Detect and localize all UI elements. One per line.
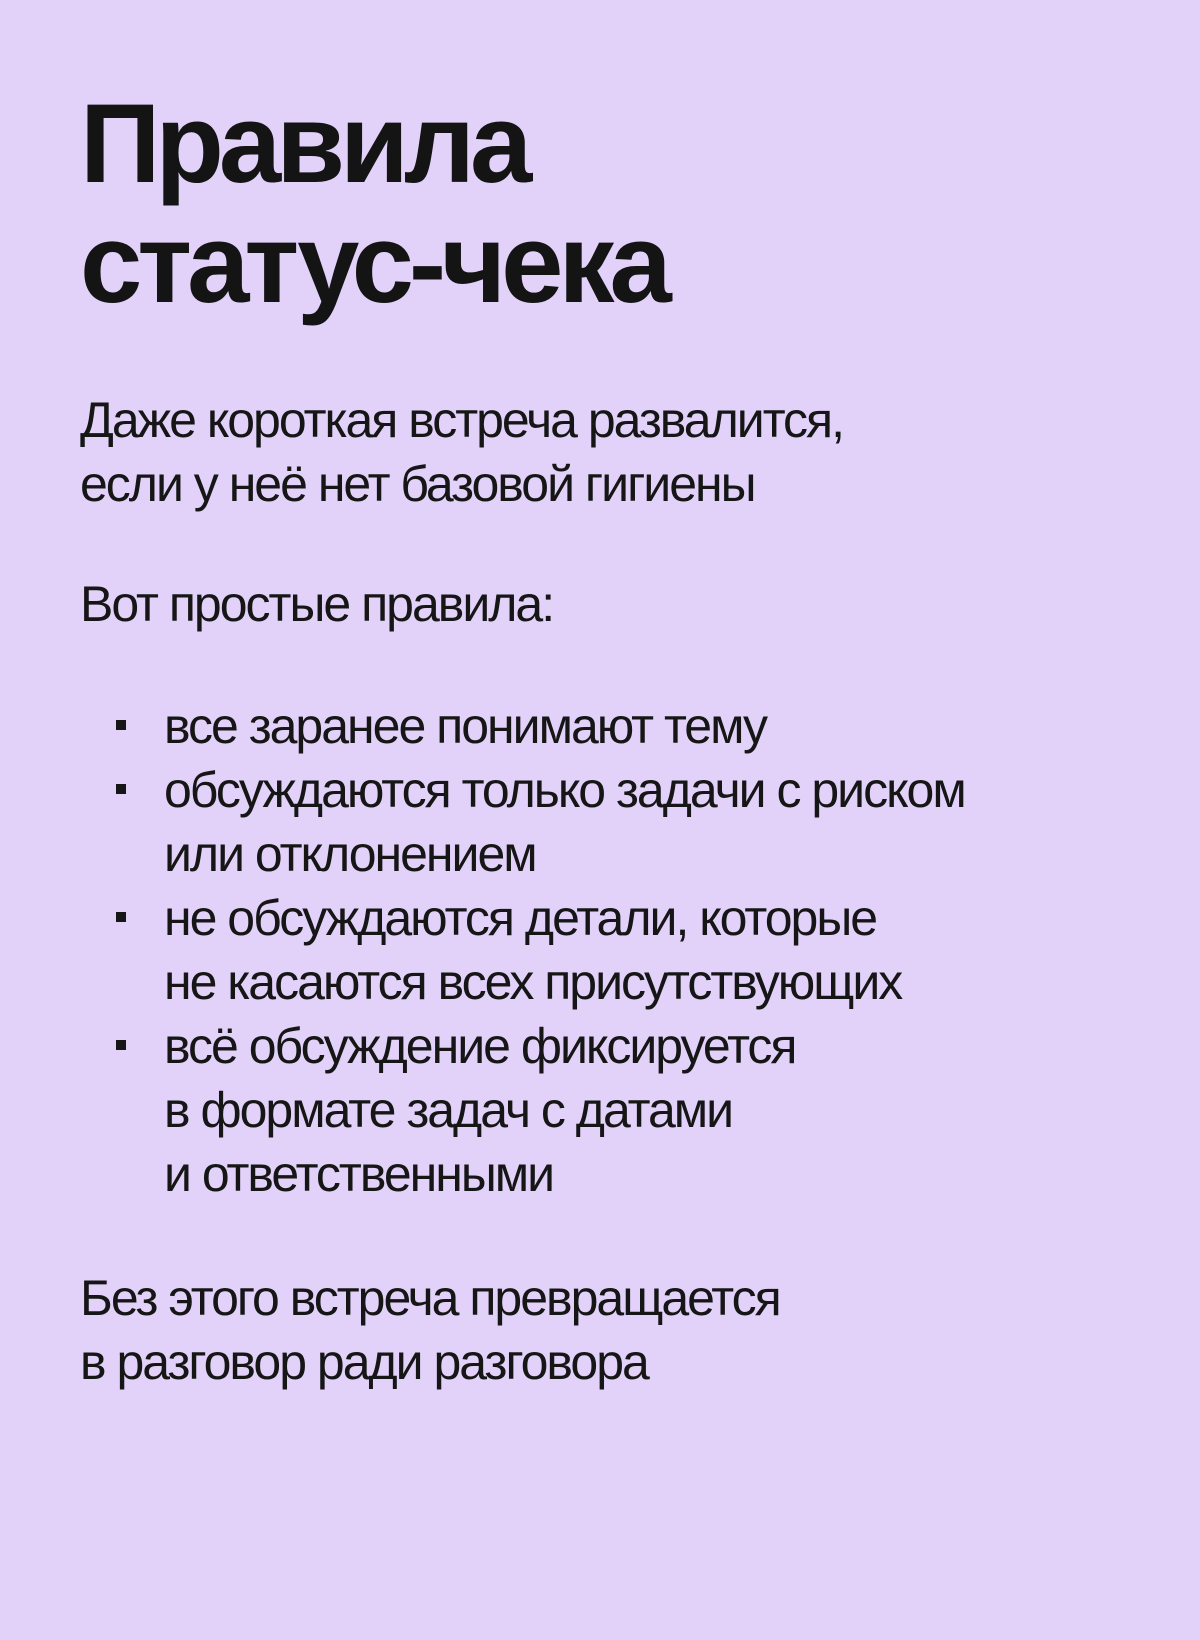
title-line: Правила — [80, 81, 528, 206]
rule-line: не обсуждаются детали, которые — [164, 890, 877, 946]
rule-line: в формате задач с датами — [164, 1082, 733, 1138]
square-bullet-icon — [116, 784, 126, 794]
rule-line: не касаются всех присутствующих — [164, 954, 902, 1010]
rules-lead-in: Вот простые правила: — [80, 576, 554, 632]
square-bullet-icon — [116, 912, 126, 922]
rule-line: и ответственными — [164, 1146, 554, 1202]
title-line: статус-чека — [80, 201, 667, 326]
closing-line: Без этого встреча превращается — [80, 1270, 780, 1326]
rule-line: или отклонением — [164, 826, 536, 882]
rule-line: все заранее понимают тему — [164, 698, 767, 754]
intro-line: если у неё нет базовой гигиены — [80, 456, 755, 512]
closing-paragraph — [80, 1266, 1120, 1394]
intro-paragraph — [80, 388, 1120, 516]
rules-list — [80, 694, 1120, 1206]
closing-line: в разговор ради разговора — [80, 1334, 648, 1390]
rule-line: обсуждаются только задачи с риском — [164, 762, 965, 818]
rule-item — [80, 758, 1120, 886]
square-bullet-icon — [116, 1040, 126, 1050]
intro-line: Даже короткая встреча развалится, — [80, 392, 844, 448]
rule-item — [80, 1014, 1120, 1206]
page-title — [80, 81, 1120, 326]
rule-item — [80, 694, 1120, 758]
rule-line: всё обсуждение фиксируется — [164, 1018, 796, 1074]
rule-item — [80, 886, 1120, 1014]
square-bullet-icon — [116, 720, 126, 730]
